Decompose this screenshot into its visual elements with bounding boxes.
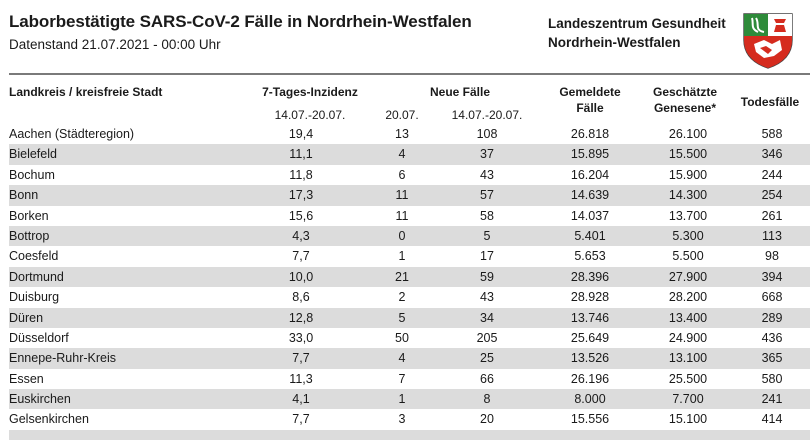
cell-new-day: 7: [398, 371, 406, 386]
table-row: [9, 206, 810, 226]
table-row: [9, 409, 810, 429]
cell-new-day: 11: [395, 188, 409, 203]
table-row: [9, 165, 810, 185]
cell-inzidenz: 4,3: [292, 228, 310, 243]
cell-new-week: 108: [476, 127, 498, 141]
cell-deaths: 241: [761, 392, 783, 407]
cell-inzidenz: 12,8: [288, 310, 314, 325]
cell-new-day: 13: [395, 127, 409, 141]
table-row: [9, 226, 810, 246]
cell-reported: 26.196: [570, 371, 610, 386]
cell-new-week: 37: [480, 147, 494, 162]
cell-new-week: 66: [480, 371, 494, 386]
col-header-name: Landkreis / kreisfreie Stadt: [9, 85, 163, 99]
cell-new-day: 5: [398, 310, 406, 325]
cell-deaths: 346: [761, 147, 783, 162]
table-row: [9, 308, 810, 328]
col-header-gemeldete-line2: Fälle: [576, 101, 604, 115]
cell-new-day: 21: [395, 269, 409, 284]
col-header-genesene-line2: Genesene*: [653, 101, 717, 115]
cell-inzidenz: 19,4: [288, 127, 314, 141]
cell-reported: 16.204: [570, 167, 610, 182]
cell-reported: 26.818: [570, 127, 610, 141]
cell-recovered: 25.500: [668, 371, 708, 386]
cell-new-day: 4: [398, 351, 406, 366]
table-row-cutoff: [9, 430, 810, 440]
cell-name: Bonn: [9, 188, 39, 203]
col-header-genesene-line1: Geschätzte: [652, 85, 718, 99]
cell-deaths: 580: [761, 371, 783, 386]
table-row: [9, 328, 810, 348]
cell-new-day: 1: [398, 249, 406, 264]
cell-new-week: 8: [483, 392, 491, 407]
cell-reported: 13.746: [570, 310, 610, 325]
cell-name: Bielefeld: [9, 147, 57, 162]
cell-recovered: 13.700: [668, 208, 708, 223]
cell-deaths: 588: [761, 127, 783, 141]
col-header-gemeldete: [540, 84, 640, 116]
org-line-2: Nordrhein-Westfalen: [548, 35, 681, 50]
cell-new-week: 59: [480, 269, 494, 284]
cell-new-day: 3: [398, 412, 406, 427]
cell-reported: 25.649: [570, 330, 610, 345]
col-header-genesene: [640, 84, 730, 116]
cell-reported: 13.526: [570, 351, 610, 366]
cell-inzidenz: 17,3: [288, 188, 314, 203]
subheader-inzidenz-range: 14.07.-20.07.: [274, 108, 346, 122]
table-row: [9, 369, 810, 389]
cell-name: Düren: [9, 310, 44, 325]
cell-new-day: 6: [398, 167, 406, 182]
cell-new-week: 25: [480, 351, 494, 366]
cell-inzidenz: 7,7: [292, 351, 310, 366]
cell-deaths: 436: [761, 330, 783, 345]
cell-new-week: 17: [480, 249, 494, 264]
header-divider: [9, 73, 810, 75]
cell-recovered: 15.500: [668, 147, 708, 162]
cell-name: Euskirchen: [9, 392, 71, 407]
col-header-inzidenz: 7-Tages-Inzidenz: [262, 85, 358, 99]
cell-new-day: 2: [398, 290, 406, 305]
cell-new-week: 205: [476, 330, 498, 345]
cell-new-day: 1: [398, 392, 406, 407]
org-line-1: Landeszentrum Gesundheit: [548, 16, 726, 31]
cell-reported: 14.639: [570, 188, 610, 203]
cell-recovered: 13.100: [668, 351, 708, 366]
cell-reported: 14.037: [570, 208, 610, 223]
cell-recovered: 5.500: [672, 249, 704, 264]
nrw-coat-of-arms-icon: [740, 10, 796, 70]
cell-deaths: 289: [761, 310, 783, 325]
cell-inzidenz: 7,7: [292, 412, 310, 427]
cell-deaths: 98: [765, 249, 779, 264]
cell-new-week: 20: [480, 412, 494, 427]
cell-inzidenz: 4,1: [292, 392, 310, 407]
cell-deaths: 394: [761, 269, 783, 284]
cell-name: Düsseldorf: [9, 330, 69, 345]
table-row: [9, 246, 810, 266]
cell-name: Bochum: [9, 167, 55, 182]
data-table: [9, 124, 810, 440]
cell-recovered: 13.400: [668, 310, 708, 325]
table-row: [9, 124, 810, 144]
table-row: [9, 267, 810, 287]
cell-new-day: 0: [398, 228, 406, 243]
cell-deaths: 244: [761, 167, 783, 182]
cell-new-week: 58: [480, 208, 494, 223]
cell-recovered: 15.100: [668, 412, 708, 427]
table-row: [9, 389, 810, 409]
cell-recovered: 28.200: [668, 290, 708, 305]
cell-new-day: 50: [395, 330, 409, 345]
cell-inzidenz: 7,7: [292, 249, 310, 264]
cell-reported: 28.928: [570, 290, 610, 305]
cell-new-day: 11: [395, 208, 409, 223]
cell-deaths: 261: [761, 208, 783, 223]
cell-inzidenz: 11,8: [289, 167, 313, 182]
cell-inzidenz: 10,0: [288, 269, 314, 284]
cell-deaths: 113: [762, 228, 782, 243]
cell-reported: 5.401: [574, 228, 606, 243]
cell-reported: 28.396: [570, 269, 610, 284]
cell-deaths: 668: [761, 290, 783, 305]
subheader-neue-range: 14.07.-20.07.: [451, 108, 523, 122]
cell-reported: 8.000: [574, 392, 606, 407]
cell-new-day: 4: [398, 147, 406, 162]
table-row: [9, 348, 810, 368]
cell-inzidenz: 11,3: [289, 371, 313, 386]
cell-new-week: 43: [480, 290, 494, 305]
cell-reported: 15.556: [570, 412, 610, 427]
table-row: [9, 287, 810, 307]
cell-recovered: 27.900: [668, 269, 708, 284]
cell-recovered: 14.300: [668, 188, 708, 203]
page-title: Laborbestätigte SARS-CoV-2 Fälle in Nordrhein-Westfalen: [9, 12, 472, 31]
cell-inzidenz: 33,0: [288, 330, 314, 345]
cell-name: Aachen (Städteregion): [9, 127, 135, 141]
subheader-neue-day: 20.07.: [385, 108, 419, 122]
cell-inzidenz: 15,6: [288, 208, 314, 223]
cell-inzidenz: 11,1: [289, 147, 313, 162]
table-row: [9, 185, 810, 205]
cell-new-week: 5: [483, 228, 491, 243]
cell-reported: 5.653: [574, 249, 606, 264]
data-date: Datenstand 21.07.2021 - 00:00 Uhr: [9, 37, 221, 52]
cell-recovered: 24.900: [668, 330, 708, 345]
table-row: [9, 144, 810, 164]
cell-deaths: 414: [761, 412, 783, 427]
cell-name: Bottrop: [9, 228, 50, 243]
cell-name: Ennepe-Ruhr-Kreis: [9, 351, 116, 366]
col-header-gemeldete-line1: Gemeldete: [559, 85, 621, 99]
cell-inzidenz: 8,6: [292, 290, 310, 305]
cell-name: Essen: [9, 371, 44, 386]
cell-recovered: 26.100: [668, 127, 708, 141]
cell-new-week: 57: [480, 188, 494, 203]
cell-reported: 15.895: [570, 147, 610, 162]
cell-name: Dortmund: [9, 269, 64, 284]
cell-name: Duisburg: [9, 290, 60, 305]
cell-name: Coesfeld: [9, 249, 59, 264]
col-header-todesfaelle: Todesfälle: [740, 95, 800, 109]
cell-name: Gelsenkirchen: [9, 412, 89, 427]
cell-deaths: 254: [761, 188, 783, 203]
cell-new-week: 34: [480, 310, 494, 325]
col-header-neue-faelle: Neue Fälle: [429, 85, 491, 99]
organization-name: [548, 14, 726, 52]
cell-recovered: 5.300: [672, 228, 704, 243]
cell-name: Borken: [9, 208, 49, 223]
cell-deaths: 365: [761, 351, 783, 366]
cell-recovered: 15.900: [668, 167, 708, 182]
cell-recovered: 7.700: [672, 392, 704, 407]
cell-new-week: 43: [480, 167, 494, 182]
